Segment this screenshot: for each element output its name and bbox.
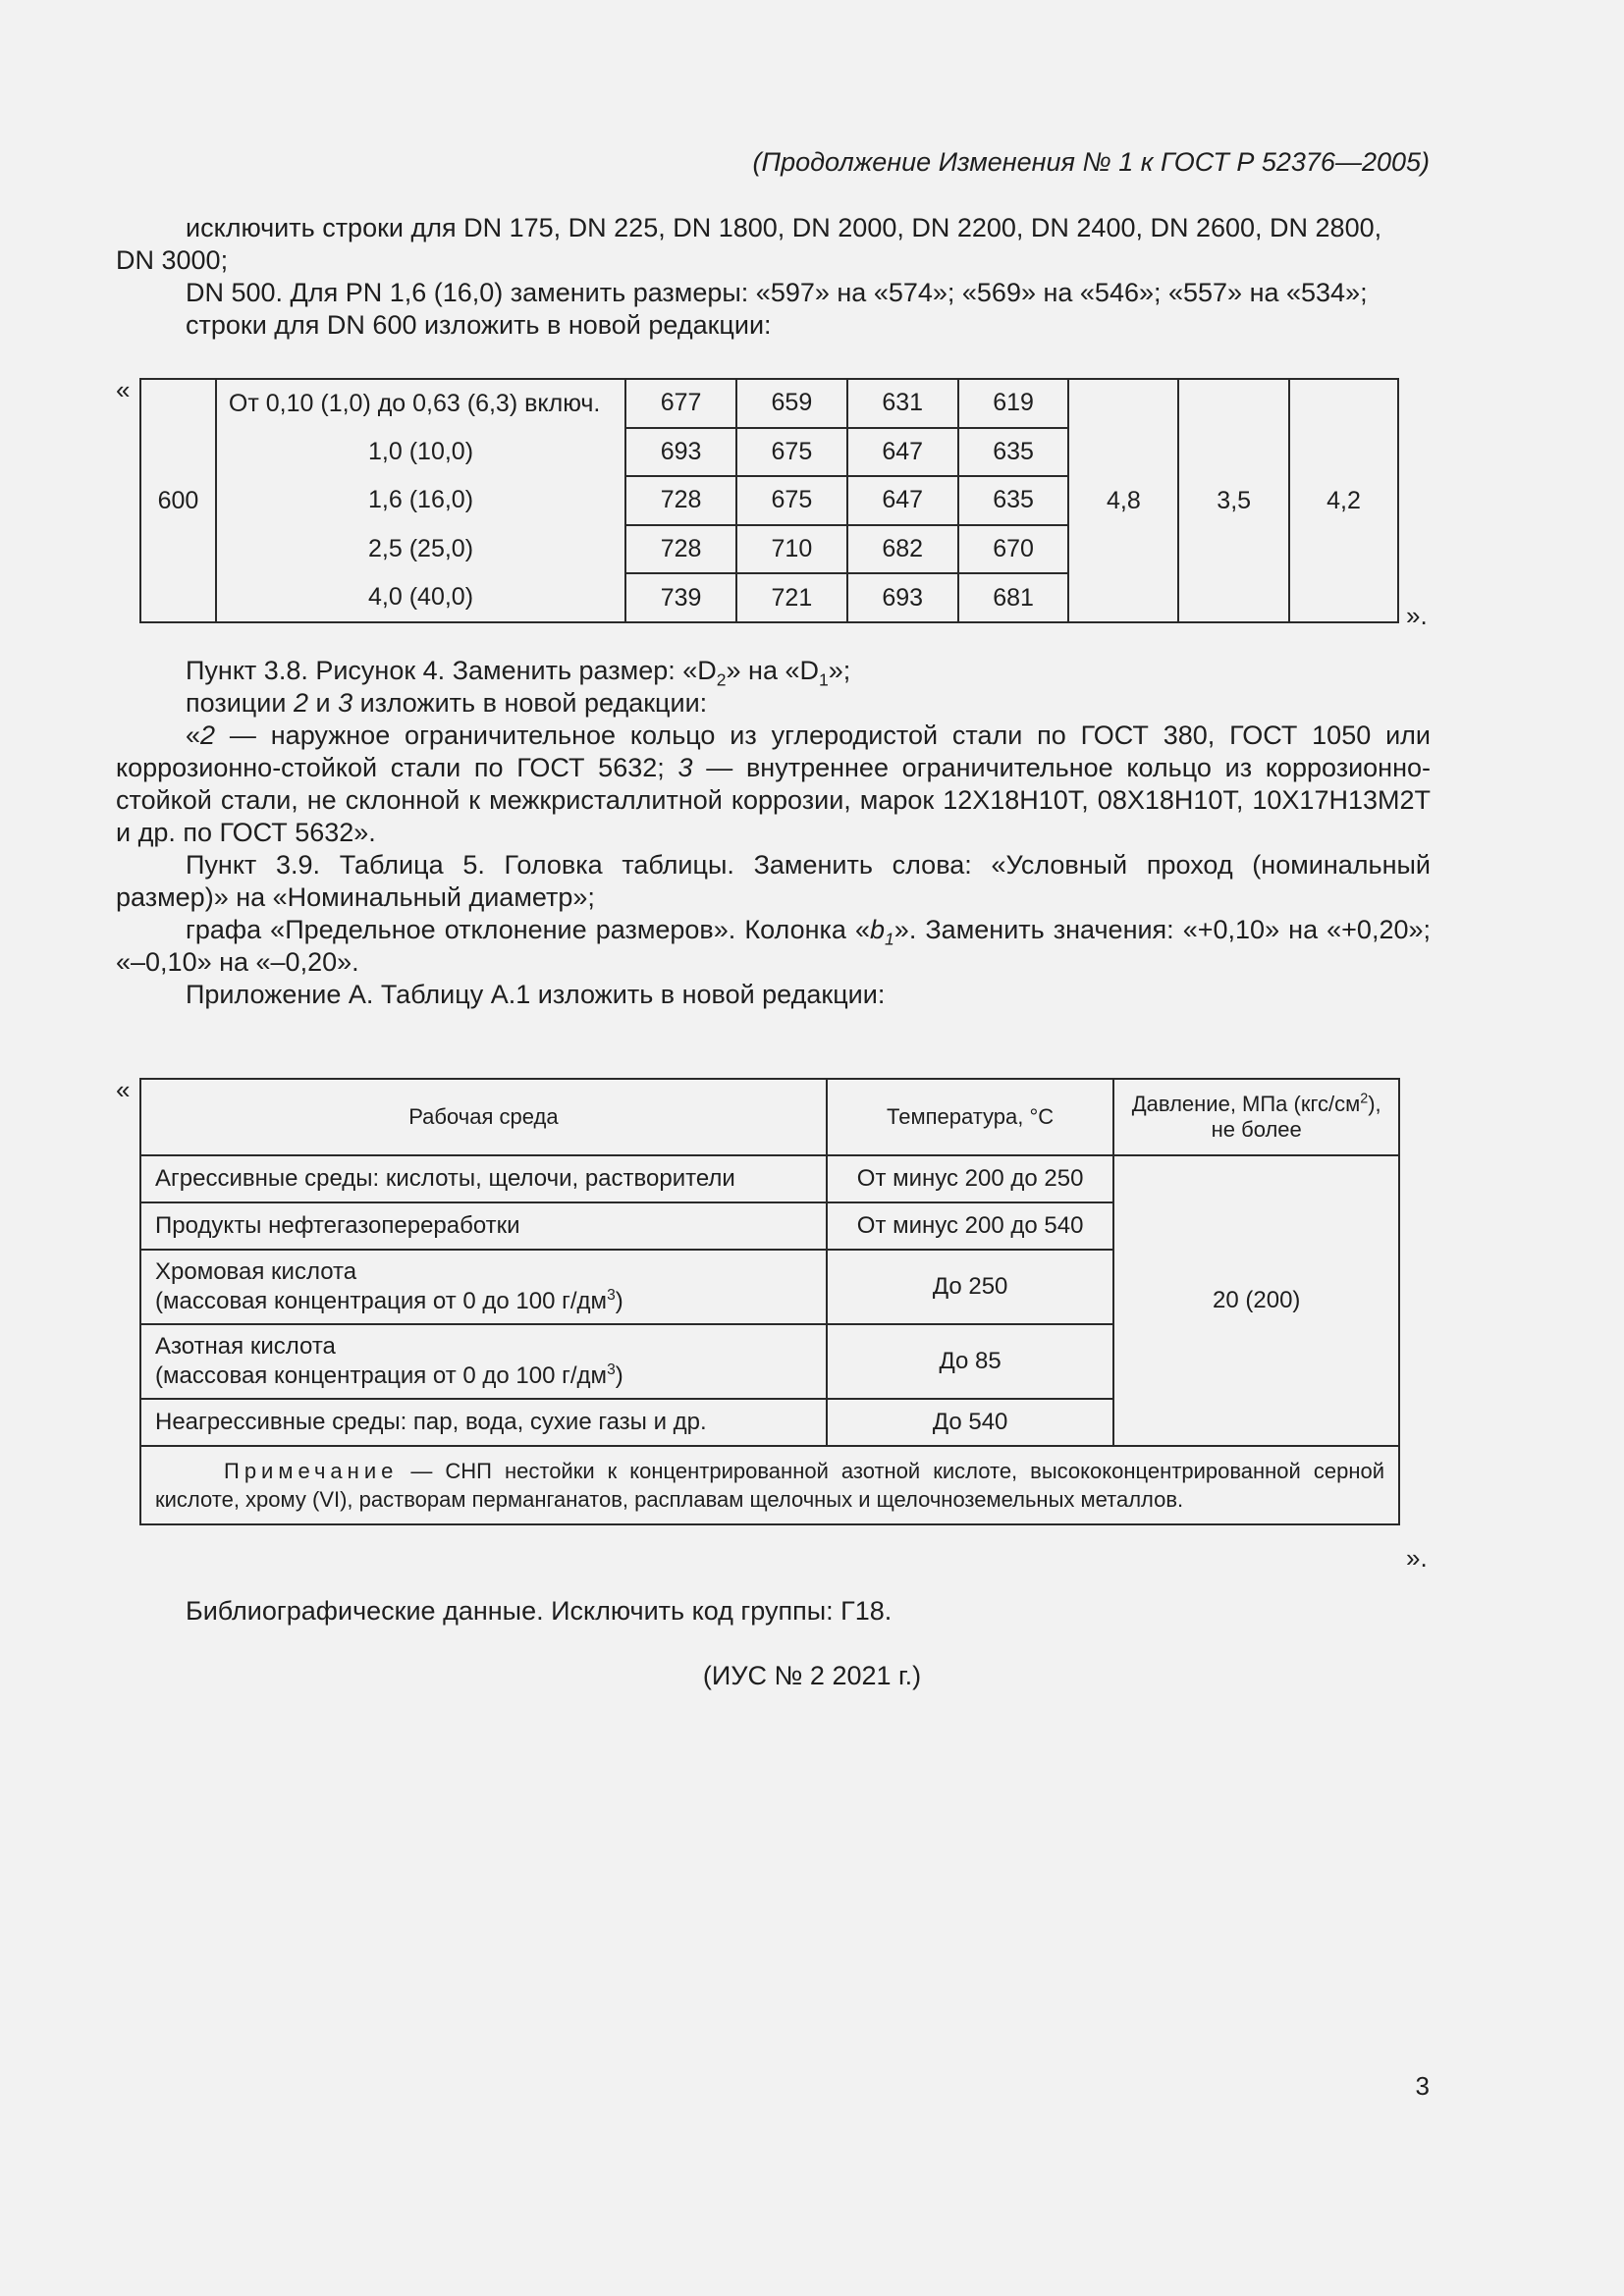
table-row: [140, 379, 1398, 428]
value-cell: 721: [736, 573, 847, 622]
value-cell: 670: [958, 525, 1069, 574]
work-environment-table: [139, 1078, 1400, 1525]
table-note: Примечание — СНП нестойки к концентрированной азотной кислоте, высококонцентрированной серной кислоте, хрому (VI), растворам перманганатов, расплавам щелочных и щелочноземельных металлов.: [140, 1446, 1399, 1524]
value-cell-a: 4,8: [1068, 379, 1178, 622]
pn-cell: 1,0 (10,0): [216, 428, 625, 477]
table-row: [140, 1155, 1399, 1202]
value-cell: 693: [847, 573, 958, 622]
value-cell: 675: [736, 476, 847, 525]
paragraph-p39: Пункт 3.9. Таблица 5. Головка таблицы. Заменить слова: «Условный проход (номинальный размер)» на «Номинальный диаметр»;: [116, 850, 1431, 912]
header-environment: Рабочая среда: [140, 1079, 827, 1155]
paragraph-exclude-rows: исключить строки для DN 175, DN 225, DN 1800, DN 2000, DN 2200, DN 2400, DN 2600, DN 2800,: [186, 213, 1382, 242]
value-cell: 681: [958, 573, 1069, 622]
paragraph-p38: Пункт 3.8. Рисунок 4. Заменить размер: «$D_2$» на «$D_1$»;: [186, 656, 851, 690]
value-cell: 728: [625, 476, 736, 525]
value-cell: 677: [625, 379, 736, 428]
pressure-cell: 20 (200): [1113, 1155, 1399, 1446]
header-temperature: Температура, °С: [827, 1079, 1114, 1155]
page-header: (Продолжение Изменения № 1 к ГОСТ Р 52376—2005): [752, 147, 1430, 177]
close-quote-2: ».: [1406, 1543, 1428, 1573]
page-number: 3: [1415, 2071, 1430, 2101]
pn-cell: 2,5 (25,0): [216, 525, 625, 574]
value-cell: 739: [625, 573, 736, 622]
value-cell: 635: [958, 428, 1069, 477]
dn-cell: 600: [140, 379, 216, 622]
ius-reference: (ИУС № 2 2021 г.): [702, 1661, 922, 1690]
value-cell: 635: [958, 476, 1069, 525]
close-quote-1: ».: [1406, 601, 1428, 630]
table-note-row: [140, 1446, 1399, 1524]
temp-cell: До 250: [827, 1250, 1114, 1324]
paragraph-biblio: Библиографические данные. Исключить код группы: Г18.: [186, 1596, 893, 1626]
value-cell: 647: [847, 476, 958, 525]
value-cell: 693: [625, 428, 736, 477]
env-cell: Неагрессивные среды: пар, вода, сухие газы и др.: [140, 1399, 827, 1446]
pn-cell: 4,0 (40,0): [216, 573, 625, 622]
value-cell: 631: [847, 379, 958, 428]
paragraph-appendix: Приложение А. Таблицу А.1 изложить в новой редакции:: [186, 980, 886, 1009]
value-cell: 710: [736, 525, 847, 574]
paragraph-dn500: DN 500. Для PN 1,6 (16,0) заменить размеры: «597» на «574»; «569» на «546»; «557» на «534»;: [186, 278, 1368, 307]
open-quote-2: «: [116, 1075, 131, 1104]
table-header-row: [140, 1079, 1399, 1155]
temp-cell: До 540: [827, 1399, 1114, 1446]
pn-cell: 1,6 (16,0): [216, 476, 625, 525]
paragraph-exclude-rows-cont: DN 3000;: [116, 245, 229, 275]
value-cell: 659: [736, 379, 847, 428]
paragraph-positions: позиции 2 и 3 изложить в новой редакции:: [186, 688, 708, 718]
paragraph-grafa: графа «Предельное отклонение размеров». Колонка «$b_1$». Заменить значения: «+0,10» на «+0,20»; «–0,10» на «–0,20».: [116, 915, 1431, 977]
temp-cell: От минус 200 до 250: [827, 1155, 1114, 1202]
env-cell: Продукты нефтегазопереработки: [140, 1202, 827, 1250]
paragraph-positions-text: «2 — наружное ограничительное кольцо из углеродистой стали по ГОСТ 380, ГОСТ 1050 или коррозионно-стойкой стали по ГОСТ 5632; 3 — внутреннее ограничительное кольцо из коррозионно-стойкой стали, не склонной к межкристаллитной коррозии, марок 12Х18Н10Т, 08Х18Н10Т, 10Х17Н13М2Т и др. по ГОСТ 5632».: [116, 721, 1432, 847]
pn-cell: От 0,10 (1,0) до 0,63 (6,3) включ.: [216, 379, 625, 428]
env-cell: Хромовая кислота (массовая концентрация от 0 до 100 $г/дм^3$): [140, 1250, 827, 1324]
dn600-table: [139, 378, 1399, 623]
open-quote-1: «: [116, 375, 131, 404]
value-cell: 682: [847, 525, 958, 574]
env-cell: Агрессивные среды: кислоты, щелочи, растворители: [140, 1155, 827, 1202]
value-cell: 619: [958, 379, 1069, 428]
value-cell-c: 4,2: [1289, 379, 1398, 622]
value-cell: 647: [847, 428, 958, 477]
temp-cell: От минус 200 до 540: [827, 1202, 1114, 1250]
paragraph-dn600: строки для DN 600 изложить в новой редакции:: [186, 310, 772, 340]
value-cell: 675: [736, 428, 847, 477]
env-cell: Азотная кислота (массовая концентрация от 0 до 100 $г/дм^3$): [140, 1324, 827, 1399]
temp-cell: До 85: [827, 1324, 1114, 1399]
value-cell-b: 3,5: [1178, 379, 1289, 622]
header-pressure: Давление, МПа $(кгс/см^2)$, не более: [1113, 1079, 1399, 1155]
value-cell: 728: [625, 525, 736, 574]
